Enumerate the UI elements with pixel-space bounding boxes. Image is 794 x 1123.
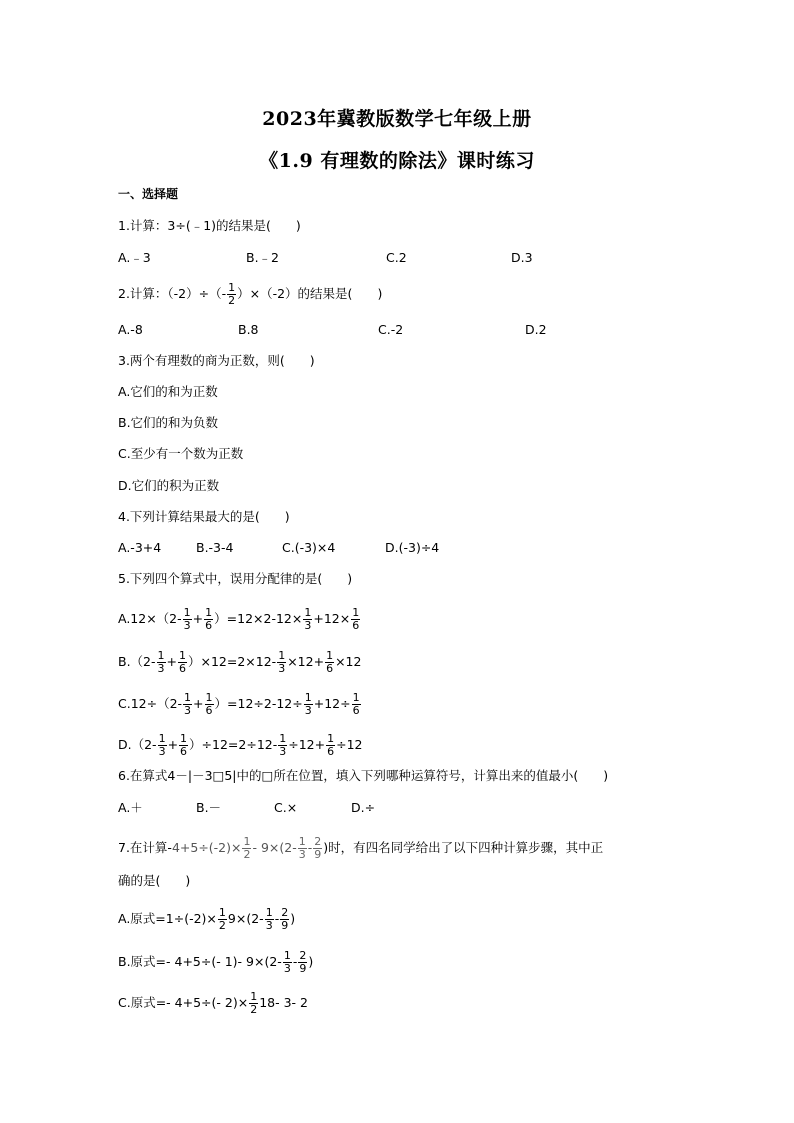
q6-option-d: D.÷ — [351, 800, 376, 815]
fraction: $\frac{2}{9}$ — [281, 906, 289, 932]
question-4: 4.下列计算结果最大的是( ) — [118, 509, 290, 524]
q5-option-c: C.12÷（2- $\frac{1}{3}$ + $\frac{1}{6}$ ）=12÷2-12÷ $\frac{1}{3}$ +12÷ $\frac{1}{6}$ — [118, 691, 360, 717]
q7-option-c: C.原式=- 4+5÷(- 2)× $\frac{1}{2}$ 18- 3- 2 — [118, 990, 308, 1016]
question-3: 3.两个有理数的商为正数，则( ) — [118, 353, 315, 368]
question-2 — [118, 282, 382, 307]
fraction: $\frac{2}{9}$ — [314, 835, 322, 861]
fraction: $\frac{1}{3}$ — [283, 949, 291, 975]
q1-option-d: D.3 — [511, 250, 533, 265]
q4-option-a: A.-3+4 — [118, 540, 162, 555]
question-5: 5.下列四个算式中，误用分配律的是( ) — [118, 571, 353, 586]
fraction: $\frac{1}{3}$ — [184, 691, 192, 717]
q4-option-b: B.-3-4 — [196, 540, 234, 555]
question-6: 6.在算式4－|－3□5|中的□所在位置，填入下列哪种运算符号，计算出来的值最小( ) — [118, 768, 609, 783]
q1-option-c: C.2 — [386, 250, 407, 265]
q5-option-a: A.12×（2- $\frac{1}{3}$ + $\frac{1}{6}$ ）=12×2-12× $\frac{1}{3}$ +12× $\frac{1}{6}$ — [118, 606, 360, 632]
q3-option-b: B.它们的和为负数 — [118, 415, 219, 430]
q7-option-b: B.原式=- 4+5÷(- 1)- 9×(2- $\frac{1}{3}$ - $\frac{2}{9}$ ) — [118, 949, 314, 975]
q2-option-a: A.-8 — [118, 322, 143, 337]
document-subtitle: 《1.9 有理数的除法》课时练习 — [259, 150, 535, 172]
fraction: $\frac{1}{6}$ — [352, 606, 360, 632]
question-7: 7.在计算-4+5÷(-2)× $\frac{1}{2}$ - 9×(2- $\frac{1}{3}$ - $\frac{2}{9}$ )时，有四名同学给出了以下四种计算步骤，其中正 — [118, 835, 604, 861]
fraction: $\frac{1}{6}$ — [352, 691, 360, 717]
fraction: $\frac{1}{3}$ — [278, 649, 286, 675]
fraction: $\frac{1}{3}$ — [158, 732, 166, 758]
fraction: $\frac{2}{9}$ — [299, 949, 307, 975]
q5-option-b: B.（2- $\frac{1}{3}$ + $\frac{1}{6}$ ）×12=2×12- $\frac{1}{3}$ ×12+ $\frac{1}{6}$ ×12 — [118, 649, 362, 675]
fraction: $\frac{1}{6}$ — [205, 691, 213, 717]
fraction: $\frac{1}{3}$ — [304, 606, 312, 632]
q6-option-c: C.× — [274, 800, 298, 815]
section-heading: 一、选择题 — [118, 187, 179, 201]
q2-option-d: D.2 — [525, 322, 547, 337]
question-1: 1.计算：3÷(﹣1)的结果是( ) — [118, 218, 301, 233]
fraction: $\frac{1}{6}$ — [180, 732, 188, 758]
fraction: $\frac{1}{2}$ — [228, 281, 236, 307]
fraction: $\frac{1}{3}$ — [304, 691, 312, 717]
fraction: $\frac{1}{6}$ — [326, 649, 334, 675]
fraction: $\frac{1}{3}$ — [265, 906, 273, 932]
fraction: $\frac{1}{6}$ — [205, 606, 213, 632]
q6-option-a: A.＋ — [118, 800, 143, 815]
fraction: $\frac{1}{6}$ — [179, 649, 186, 675]
document-title: 2023年冀教版数学七年级上册 — [262, 108, 532, 130]
question-7-line-2: 确的是( ) — [118, 873, 191, 888]
q4-option-d: D.(-3)÷4 — [385, 540, 440, 555]
q2-text-end: ）×（-2）的结果是( ) — [237, 286, 383, 301]
q4-option-c: C.(-3)×4 — [282, 540, 336, 555]
fraction: $\frac{1}{2}$ — [250, 990, 258, 1016]
fraction: $\frac{1}{3}$ — [157, 649, 165, 675]
q1-option-b: B.﹣2 — [246, 250, 280, 265]
q3-option-c: C.至少有一个数为正数 — [118, 446, 244, 461]
fraction: $\frac{1}{2}$ — [243, 835, 251, 861]
q2-option-c: C.-2 — [378, 322, 404, 337]
q3-option-a: A.它们的和为正数 — [118, 384, 218, 399]
q3-option-d: D.它们的积为正数 — [118, 478, 220, 493]
q5-option-d: D.（2- $\frac{1}{3}$ + $\frac{1}{6}$ ）÷12=2÷12- $\frac{1}{3}$ ÷12+ $\frac{1}{6}$ ÷12 — [118, 732, 363, 758]
fraction: $\frac{1}{6}$ — [327, 732, 335, 758]
fraction: $\frac{1}{3}$ — [183, 606, 191, 632]
fraction: $\frac{1}{2}$ — [218, 906, 226, 932]
q6-option-b: B.－ — [196, 800, 222, 815]
fraction: $\frac{1}{3}$ — [298, 835, 306, 861]
q2-text-start: 2.计算：（-2）÷（- — [118, 286, 227, 301]
fraction: $\frac{1}{3}$ — [279, 732, 287, 758]
q2-option-b: B.8 — [238, 322, 259, 337]
q7-option-a: A.原式=1÷(-2)× $\frac{1}{2}$ 9×(2- $\frac{1}{3}$ - $\frac{2}{9}$ ) — [118, 906, 296, 932]
q1-option-a: A.﹣3 — [118, 250, 151, 265]
